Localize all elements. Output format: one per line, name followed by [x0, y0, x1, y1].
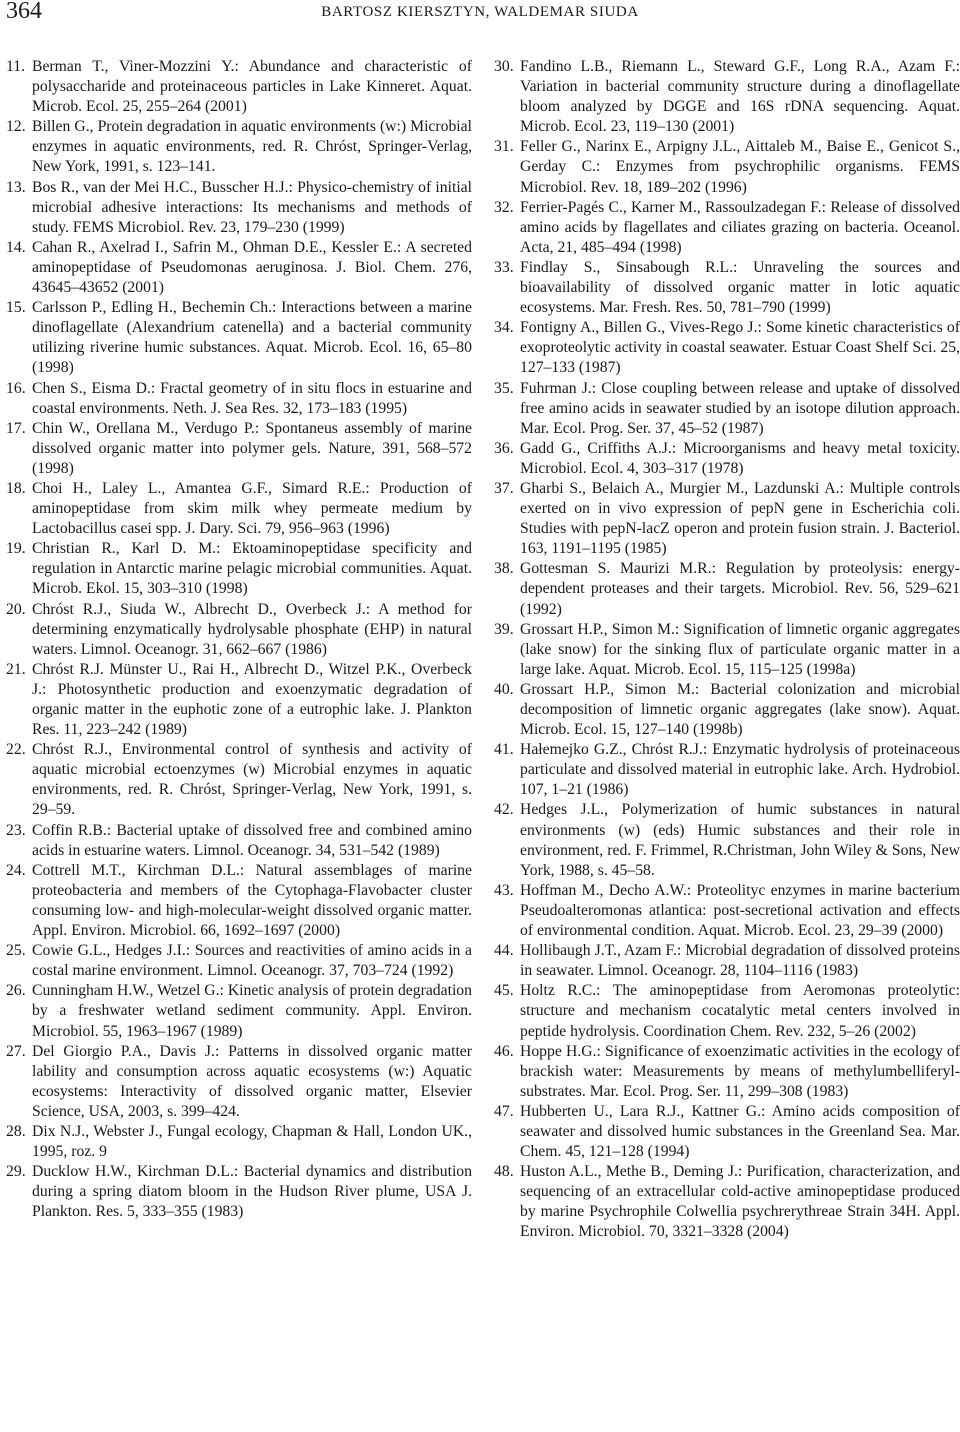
- reference-item: [6, 861, 472, 941]
- reference-item: [6, 57, 472, 117]
- reference-text: Gottesman S. Maurizi M.R.: Regulation by proteolysis: energy-dependent proteases and their targets. Microbiol. Rev. 56, 529–621 (1992): [520, 560, 960, 618]
- reference-number: 14.: [6, 238, 26, 256]
- reference-number: 42.: [494, 801, 514, 819]
- page-number: 364: [6, 0, 42, 24]
- reference-number: 40.: [494, 680, 514, 698]
- reference-number: 43.: [494, 881, 514, 899]
- reference-item: [494, 1042, 960, 1102]
- reference-item: [6, 740, 472, 820]
- reference-text: Holtz R.C.: The aminopeptidase from Aeromonas proteolytic: structure and mechanism cocatalytic metal centers involved in peptide hydrolysis. Coordination Chem. Rev. 232, 5–26 (2002): [520, 982, 960, 1040]
- reference-text: Chin W., Orellana M., Verdugo P.: Spontaneus assembly of marine dissolved organic matter into polymer gels. Nature, 391, 568–572 (1998): [32, 419, 472, 477]
- reference-text: Fontigny A., Billen G., Vives-Rego J.: Some kinetic characteristics of exoproteolytic activity in coastal seawater. Estuar Coast Shelf Sci. 25, 127–133 (1987): [520, 319, 960, 377]
- reference-item: [6, 821, 472, 861]
- reference-number: 45.: [494, 982, 514, 1000]
- reference-text: Huston A.L., Methe B., Deming J.: Purification, characterization, and sequencing of an extracellular cold-active aminopeptidase produced by marine Psychrophile Colwellia psychrerythreae Strain 34H. Appl. Environ. Microbiol. 70, 3321–3328 (2004): [520, 1163, 960, 1241]
- reference-text: Bos R., van der Mei H.C., Busscher H.J.: Physico-chemistry of initial microbial adhesive interactions: Its mechanisms and methods of study. FEMS Microbiol. Rev. 23, 179–230 (1999): [32, 178, 472, 236]
- reference-text: Chróst R.J. Münster U., Rai H., Albrecht D., Witzel P.K., Overbeck J.: Photosynthetic production and exoenzymatic degradation of organic matter in the euphotic zone of a eutrophic lake. J. Plankton Res. 11, 223–242 (1989): [32, 660, 472, 739]
- reference-text: Gadd G., Criffiths A.J.: Microorganisms and heavy metal toxicity. Microbiol. Ecol. 4, 303–317 (1978): [520, 439, 960, 477]
- reference-text: Fandino L.B., Riemann L., Steward G.F., Long R.A., Azam F.: Variation in bacterial community structure during a dinoflagellate bloom analyzed by DGGE and 16S rDNA sequencing. Aquat. Microb. Ecol. 23, 119–130 (2001): [520, 58, 960, 136]
- reference-item: [6, 660, 472, 740]
- reference-text: Grossart H.P., Simon M.: Signification of limnetic organic aggregates (lake snow) for the sinking flux of particulate organic matter in a large lake. Aquat. Microb. Ecol. 15, 115–125 (1998a): [520, 620, 960, 678]
- reference-item: [6, 298, 472, 378]
- reference-number: 38.: [494, 560, 514, 578]
- reference-item: [494, 680, 960, 740]
- reference-item: [494, 318, 960, 378]
- reference-item: [6, 1162, 472, 1222]
- reference-item: [6, 379, 472, 419]
- reference-item: [494, 1162, 960, 1242]
- reference-number: 32.: [494, 198, 514, 216]
- reference-text: Choi H., Laley L., Amantea G.F., Simard R.E.: Production of aminopeptidase from skim milk whey permeate medium by Lactobacillus casei spp. J. Dary. Sci. 79, 956–963 (1996): [32, 479, 472, 538]
- reference-item: [494, 479, 960, 559]
- reference-text: Hoffman M., Decho A.W.: Proteolityc enzymes in marine bacterium Pseudoalteromonas atlantica: post-secretional activation and effects of environmental condition. Aquat. Microb. Ecol. 23, 29–39 (2000): [520, 881, 960, 940]
- reference-number: 11.: [6, 58, 26, 75]
- reference-number: 23.: [6, 821, 26, 839]
- reference-item: [494, 800, 960, 880]
- reference-number: 27.: [6, 1042, 26, 1060]
- reference-number: 16.: [6, 379, 26, 397]
- reference-number: 30.: [494, 58, 514, 75]
- reference-number: 29.: [6, 1163, 26, 1181]
- reference-item: [494, 981, 960, 1041]
- reference-number: 21.: [6, 660, 26, 678]
- reference-text: Cunningham H.W., Wetzel G.: Kinetic analysis of protein degradation by a freshwater wetland sediment community. Appl. Environ. Microbiol. 55, 1963–1967 (1989): [32, 982, 472, 1040]
- reference-column-left: [6, 57, 472, 1222]
- page-header: [0, 0, 960, 32]
- reference-item: [6, 539, 472, 599]
- reference-item: [6, 117, 472, 177]
- reference-item: [6, 238, 472, 298]
- reference-number: 18.: [6, 479, 26, 497]
- reference-item: [6, 941, 472, 981]
- reference-number: 24.: [6, 861, 26, 879]
- reference-text: Grossart H.P., Simon M.: Bacterial colonization and microbial decomposition of limnetic organic aggregates (lake snow). Aquat. Microb. Ecol. 15, 127–140 (1998b): [520, 680, 960, 739]
- reference-item: [6, 419, 472, 479]
- reference-number: 31.: [494, 138, 514, 156]
- reference-number: 15.: [6, 299, 26, 317]
- reference-number: 17.: [6, 419, 26, 437]
- reference-text: Hoppe H.G.: Significance of exoenzimatic activities in the ecology of brackish water: Measurements by means of methylumbelliferyl-substrates. Mar. Ecol. Prog. Ser. 11, 299–308 (1983): [520, 1042, 960, 1100]
- reference-number: 22.: [6, 741, 26, 759]
- reference-item: [494, 941, 960, 981]
- reference-number: 34.: [494, 319, 514, 337]
- reference-text: Christian R., Karl D. M.: Ektoaminopeptidase specificity and regulation in Antarctic marine pelagic microbial communities. Aquat. Microb. Ekol. 15, 303–310 (1998): [32, 540, 472, 598]
- reference-number: 37.: [494, 479, 514, 497]
- reference-text: Ducklow H.W., Kirchman D.L.: Bacterial dynamics and distribution during a spring diatom bloom in the Hudson River plume, USA J. Plankton. Res. 5, 333–355 (1983): [32, 1163, 472, 1221]
- reference-number: 44.: [494, 942, 514, 960]
- reference-text: Hollibaugh J.T., Azam F.: Microbial degradation of dissolved proteins in seawater. Limnol. Oceanogr. 28, 1104–1116 (1983): [520, 942, 960, 980]
- reference-number: 26.: [6, 982, 26, 1000]
- reference-text: Cottrell M.T., Kirchman D.L.: Natural assemblages of marine proteobacteria and members of the Cytophaga-Flavobacter cluster consuming low- and high-molecular-weight dissolved organic matter. Appl. Environ. Microbiol. 66, 1692–1697 (2000): [32, 861, 472, 940]
- reference-item: [494, 559, 960, 619]
- reference-item: [494, 881, 960, 941]
- reference-text: Cahan R., Axelrad I., Safrin M., Ohman D.E., Kessler E.: A secreted aminopeptidase of Pseudomonas aeruginosa. J. Biol. Chem. 276, 43645–43652 (2001): [32, 238, 472, 297]
- reference-item: [6, 479, 472, 539]
- reference-number: 48.: [494, 1163, 514, 1181]
- running-head: BARTOSZ KIERSZTYN, WALDEMAR SIUDA: [321, 4, 639, 20]
- reference-text: Coffin R.B.: Bacterial uptake of dissolved free and combined amino acids in estuarine waters. Limnol. Oceanogr. 34, 531–542 (1989): [32, 821, 472, 859]
- reference-text: Gharbi S., Belaich A., Murgier M., Lazdunski A.: Multiple controls exerted on in vivo expression of pepN gene in Escherichia coli. Studies with pepN-lacZ operon and protein fusion strain. J. Bacteriol. 163, 1191–1195 (1985): [520, 479, 960, 558]
- reference-item: [6, 1122, 472, 1162]
- reference-item: [6, 1042, 472, 1122]
- reference-item: [494, 198, 960, 258]
- reference-text: Hałemejko G.Z., Chróst R.J.: Enzymatic hydrolysis of proteinaceous particulate and dissolved material in eutrophic lake. Arch. Hydrobiol. 107, 1–21 (1986): [520, 741, 960, 799]
- reference-number: 46.: [494, 1042, 514, 1060]
- reference-number: 41.: [494, 741, 514, 759]
- reference-text: Carlsson P., Edling H., Bechemin Ch.: Interactions between a marine dinoflagellate (Alexandrium catenella) and a bacterial community utilizing riverine humic substances. Aquat. Microb. Ecol. 16, 65–80 (1998): [32, 299, 472, 377]
- reference-item: [494, 620, 960, 680]
- reference-item: [494, 137, 960, 197]
- reference-item: [494, 1102, 960, 1162]
- reference-text: Berman T., Viner-Mozzini Y.: Abundance and characteristic of polysaccharide and proteinaceous particles in Lake Kinneret. Aquat. Microb. Ecol. 25, 255–264 (2001): [32, 58, 472, 116]
- reference-item: [494, 258, 960, 318]
- reference-item: [6, 600, 472, 660]
- reference-number: 36.: [494, 439, 514, 457]
- reference-text: Fuhrman J.: Close coupling between release and uptake of dissolved free amino acids in seawater studied by an isotope dilution approach. Mar. Ecol. Prog. Ser. 37, 45–52 (1987): [520, 379, 960, 437]
- reference-text: Hedges J.L., Polymerization of humic substances in natural environments (w) (eds) Humic substances and their role in environment, red. F. Frimmel, R.Christman, John Wiley & Sons, New York, 1988, s. 45–58.: [520, 801, 960, 879]
- reference-number: 20.: [6, 600, 26, 618]
- reference-text: Findlay S., Sinsabough R.L.: Unraveling the sources and bioavailability of dissolved organic matter in lotic aquatic ecosystems. Mar. Fresh. Res. 50, 781–790 (1999): [520, 258, 960, 317]
- reference-text: Del Giorgio P.A., Davis J.: Patterns in dissolved organic matter lability and consumption across aquatic ecosystems (w:) Aquatic ecosystems: Interactivity of dissolved organic matter, Elsevier Science, USA, 2003, s. 399–424.: [32, 1042, 472, 1120]
- reference-number: 19.: [6, 540, 26, 558]
- reference-text: Cowie G.L., Hedges J.I.: Sources and reactivities of amino acids in a costal marine environment. Limnol. Oceanogr. 37, 703–724 (1992): [32, 942, 472, 980]
- reference-number: 35.: [494, 379, 514, 397]
- reference-number: 33.: [494, 258, 514, 276]
- reference-number: 12.: [6, 118, 26, 136]
- reference-number: 13.: [6, 178, 26, 196]
- reference-text: Feller G., Narinx E., Arpigny J.L., Aittaleb M., Baise E., Genicot S., Gerday C.: Enzymes from psychrophilic organisms. FEMS Microbiol. Rev. 18, 189–202 (1996): [520, 138, 960, 196]
- reference-item: [6, 981, 472, 1041]
- reference-text: Chróst R.J., Environmental control of synthesis and activity of aquatic microbial ectoenzymes (w) Microbial enzymes in aquatic environments, red. R. Chróst, Springer-Verlag, New York, 1991, s. 29–59.: [32, 741, 472, 819]
- reference-number: 47.: [494, 1102, 514, 1120]
- reference-number: 25.: [6, 942, 26, 960]
- reference-text: Chen S., Eisma D.: Fractal geometry of in situ flocs in estuarine and coastal environments. Neth. J. Sea Res. 32, 173–183 (1995): [32, 379, 472, 417]
- reference-number: 39.: [494, 620, 514, 638]
- reference-item: [494, 439, 960, 479]
- reference-item: [494, 740, 960, 800]
- reference-text: Dix N.J., Webster J., Fungal ecology, Chapman & Hall, London UK., 1995, roz. 9: [32, 1122, 472, 1161]
- reference-text: Billen G., Protein degradation in aquatic environments (w:) Microbial enzymes in aquatic environments, red. R. Chróst, Springer-Verlag, New York, 1991, s. 123–141.: [32, 118, 472, 176]
- reference-item: [6, 178, 472, 238]
- reference-column-right: [494, 57, 960, 1243]
- reference-number: 28.: [6, 1122, 26, 1140]
- reference-item: [494, 379, 960, 439]
- reference-text: Hubberten U., Lara R.J., Kattner G.: Amino acids composition of seawater and dissolved humic substances in the Greenland Sea. Mar. Chem. 45, 121–128 (1994): [520, 1102, 960, 1161]
- reference-item: [494, 57, 960, 137]
- reference-text: Chróst R.J., Siuda W., Albrecht D., Overbeck J.: A method for determining enzymatically hydrolysable phosphate (EHP) in natural waters. Limnol. Oceanogr. 31, 662–667 (1986): [32, 600, 472, 658]
- reference-text: Ferrier-Pagés C., Karner M., Rassoulzadegan F.: Release of dissolved amino acids by flagellates and ciliates grazing on bacteria. Oceanol. Acta, 21, 485–494 (1998): [520, 198, 960, 256]
